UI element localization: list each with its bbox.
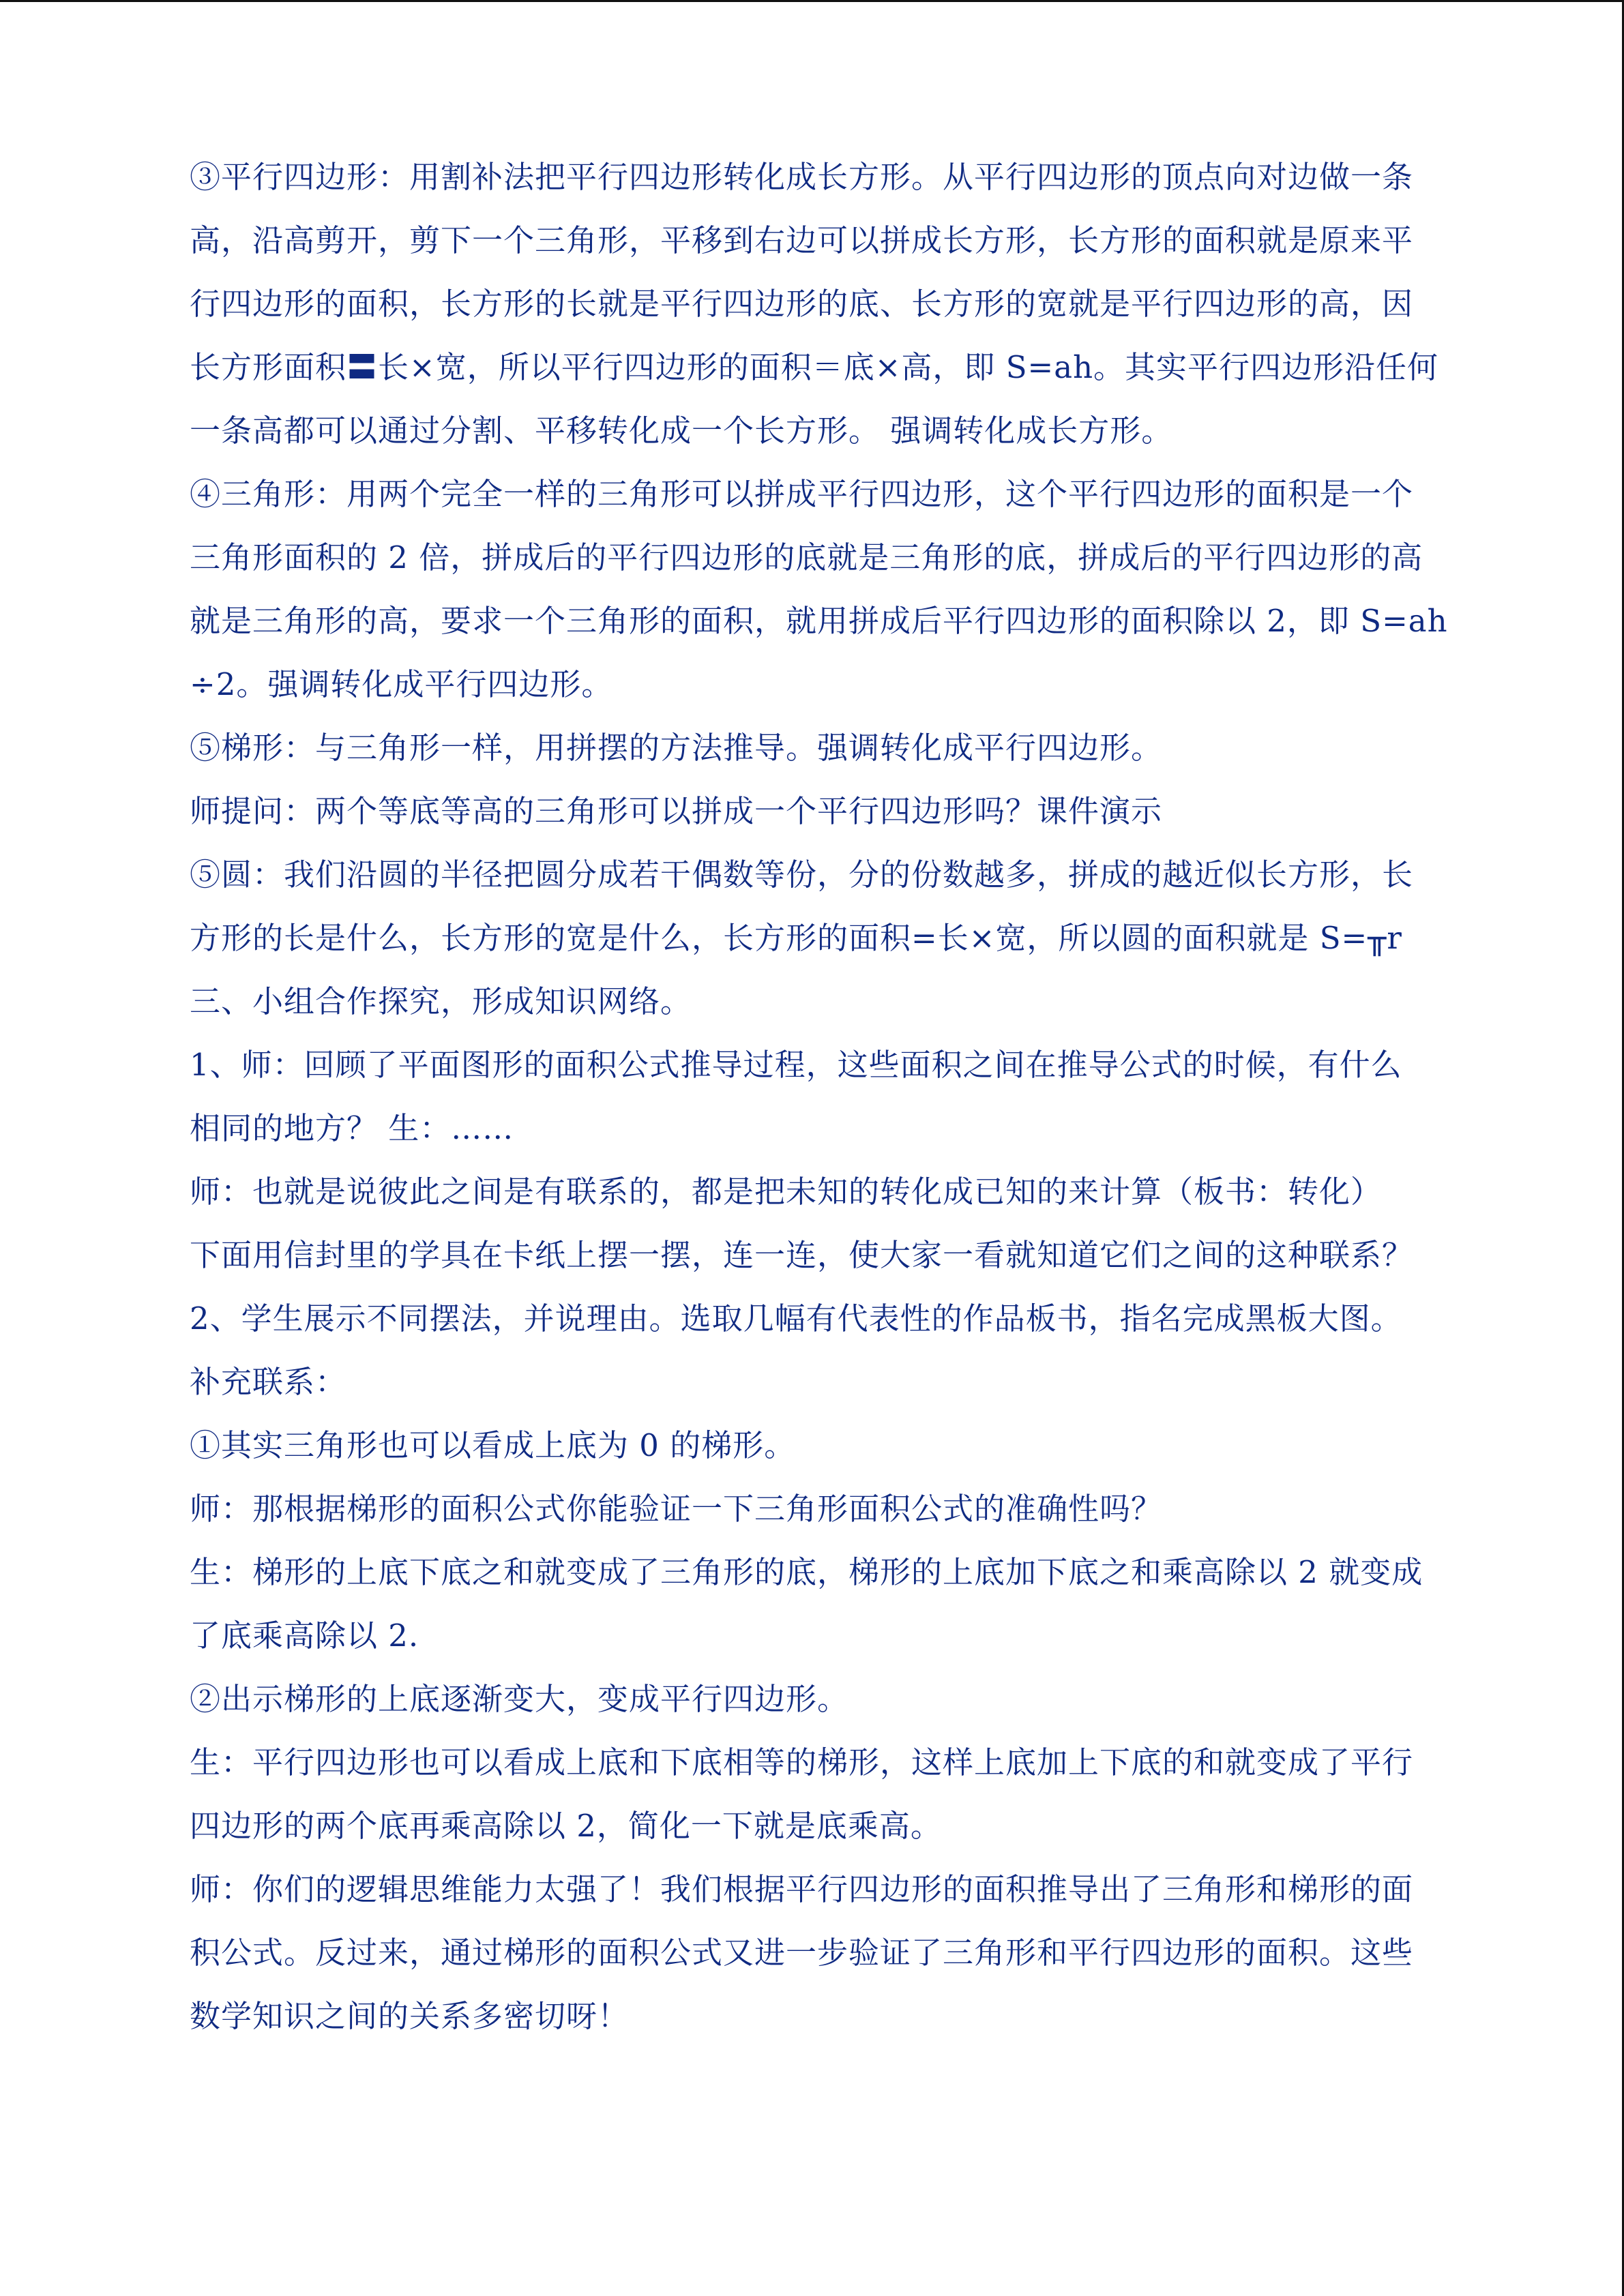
text-line: 1、师：回顾了平面图形的面积公式推导过程，这些面积之间在推导公式的时候，有什么	[190, 1047, 1402, 1083]
text-line: ①其实三角形也可以看成上底为 0 的梯形。	[190, 1427, 796, 1463]
text-line: 生：梯形的上底下底之和就变成了三角形的底，梯形的上底加下底之和乘高除以 2 就变成	[190, 1554, 1423, 1590]
text-line: 就是三角形的高，要求一个三角形的面积，就用拼成后平行四边形的面积除以 2，即 S=ah	[190, 603, 1448, 639]
text-line: ⑤圆：我们沿圆的半径把圆分成若干偶数等份，分的份数越多，拼成的越近似长方形，长	[190, 856, 1414, 893]
text-line: 生：平行四边形也可以看成上底和下底相等的梯形，这样上底加上下底的和就变成了平行	[190, 1744, 1414, 1780]
text-line: 相同的地方？ 生：……	[190, 1110, 514, 1146]
document-body	[190, 145, 1472, 2048]
text-line: ⑤梯形：与三角形一样，用拼摆的方法推导。强调转化成平行四边形。	[190, 730, 1163, 766]
text-line: 长方形面积〓长×宽，所以平行四边形的面积＝底×高，即 S=ah。其实平行四边形沿任何	[190, 349, 1439, 385]
text-line: 师：也就是说彼此之间是有联系的，都是把未知的转化成已知的来计算（板书：转化）	[190, 1174, 1383, 1210]
text-line: 积公式。反过来，通过梯形的面积公式又进一步验证了三角形和平行四边形的面积。这些	[190, 1935, 1414, 1971]
text-line: ③平行四边形：用割补法把平行四边形转化成长方形。从平行四边形的顶点向对边做一条	[190, 159, 1414, 195]
text-line: 下面用信封里的学具在卡纸上摆一摆，连一连，使大家一看就知道它们之间的这种联系？	[190, 1237, 1414, 1273]
text-line: 方形的长是什么，长方形的宽是什么，长方形的面积=长×宽，所以圆的面积就是 S=╥r	[190, 920, 1402, 956]
text-line: 高，沿高剪开，剪下一个三角形，平移到右边可以拼成长方形，长方形的面积就是原来平	[190, 222, 1414, 258]
text-line: 师：那根据梯形的面积公式你能验证一下三角形面积公式的准确性吗？	[190, 1491, 1163, 1527]
text-line: 四边形的两个底再乘高除以 2，简化一下就是底乘高。	[190, 1808, 942, 1844]
text-line: 数学知识之间的关系多密切呀！	[190, 1998, 630, 2034]
text-line: ÷2。强调转化成平行四边形。	[190, 666, 613, 702]
text-line: 师提问：两个等底等高的三角形可以拼成一个平行四边形吗？课件演示	[190, 793, 1163, 829]
text-line: 了底乘高除以 2.	[190, 1617, 419, 1654]
text-line: 补充联系：	[190, 1364, 347, 1400]
text-line: ②出示梯形的上底逐渐变大，变成平行四边形。	[190, 1681, 849, 1717]
section-heading: 三、小组合作探究，形成知识网络。	[190, 983, 692, 1019]
text-line: 2、学生展示不同摆法，并说理由。选取几幅有代表性的作品板书，指名完成黑板大图。	[190, 1300, 1402, 1337]
text-line: ④三角形：用两个完全一样的三角形可以拼成平行四边形，这个平行四边形的面积是一个	[190, 476, 1414, 512]
text-line: 行四边形的面积，长方形的长就是平行四边形的底、长方形的宽就是平行四边形的高，因	[190, 286, 1414, 322]
text-line: 师：你们的逻辑思维能力太强了！我们根据平行四边形的面积推导出了三角形和梯形的面	[190, 1871, 1414, 1907]
text-line: 三角形面积的 2 倍，拼成后的平行四边形的底就是三角形的底，拼成后的平行四边形的高	[190, 539, 1423, 576]
text-line: 一条高都可以通过分割、平移转化成一个长方形。 强调转化成长方形。	[190, 413, 1173, 449]
